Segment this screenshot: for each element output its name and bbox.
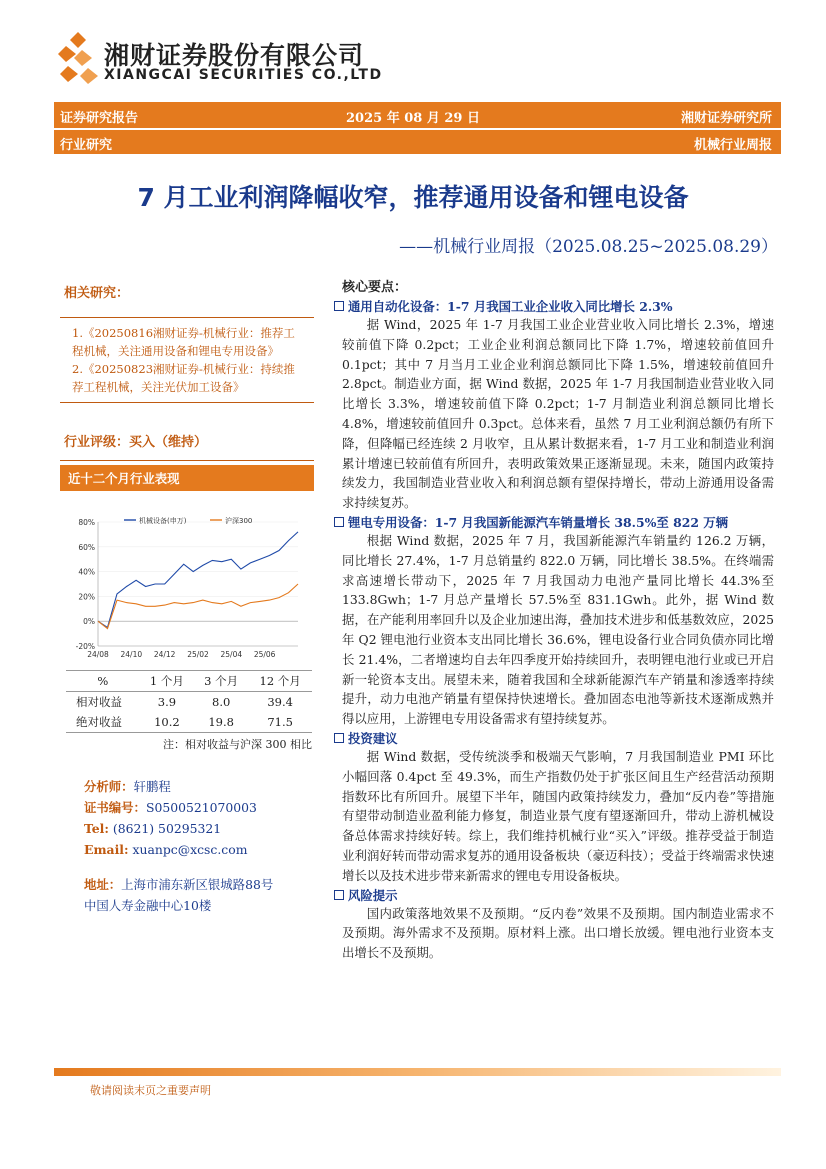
industry-rating: 行业评级：买入（维持）	[64, 435, 208, 450]
section-body: 根据 Wind 数据，2025 年 7 月，我国新能源汽车销量约 126.2 万辆，同比增长 27.4%，1-7 月总销量约 822.0 万辆，同比增长 38.5%。在终端需求高速增长带动下，2025 年 7 月我国动力电池产量同比增长 44.3%至 133.8Gwh；1-7 月总产量增长 57.5%至 831.1Gwh。此外，据 Wind 数据，在产能利用率回升以及企业加速出海，叠加技术进步和低基数效应，2025 年 Q2 锂电池行业资本支出同比增长 36.6%，锂电设备行业合同负债亦同比增长 21.4%，二者增速均自去年四季度开始持续回升，表明锂电池行业或已开启新一轮资本支出。展望未来，随着我国和全球新能源汽车产销量和渗透率持续提升，动力电池产销量有望保持快速增长。叠加固态电池等新技术逐渐成熟并得以应用，上游锂电专用设备需求有望持续复苏。	[342, 532, 774, 727]
x-tick-label: 25/06	[253, 650, 276, 659]
section-heading-investment	[334, 729, 774, 747]
y-tick-label: 80%	[78, 518, 95, 527]
section-heading-text: 风险提示	[348, 887, 398, 903]
analyst-line	[84, 776, 324, 797]
x-tick-label: 24/12	[153, 650, 176, 659]
chart-title-bar	[60, 465, 314, 491]
series-line	[98, 584, 298, 629]
section-heading-lithium-equipment	[334, 513, 774, 531]
y-tick-label: 60%	[78, 542, 95, 552]
section-body: 国内政策落地效果不及预期。“反内卷”效果不及预期。国内制造业需求不及预期。海外需求不及预期。原材料上涨。出口增长放缓。锂电池行业资本支出增长不及预期。	[342, 905, 774, 961]
y-tick-label: 20%	[78, 592, 95, 602]
perf-header-row	[66, 671, 312, 692]
address-line-1: 上海市浦东新区银城路88号	[121, 877, 274, 892]
report-date: 2025 年 08 月 29 日	[346, 111, 480, 126]
section-heading-general-equipment	[334, 297, 774, 315]
sidebar	[60, 282, 314, 491]
perf-note: 注：相对收益与沪深 300 相比	[163, 738, 312, 751]
y-tick-label: 0%	[83, 617, 95, 627]
x-tick-label: 25/04	[220, 650, 243, 659]
header-bar-bottom	[54, 130, 781, 154]
chart-title: 近十二个月行业表现	[68, 471, 180, 486]
main-content	[334, 276, 774, 963]
checkbox-square-icon	[334, 890, 344, 900]
checkbox-square-icon	[334, 517, 344, 527]
x-tick-label: 25/02	[187, 650, 209, 659]
cert-label: 证书编号：	[84, 800, 146, 815]
section-body: 据 Wind，2025 年 1-7 月我国工业企业营业收入同比增长 2.3%，增速较前值下降 0.2pct；工业企业利润总额同比下降 1.7%，增速较前值回升 0.1pct；其中 7 月当月工业企业利润总额同比下降 1.5%，增速较前值回升 2.8pct。制造业方面，据 Wind 数据，2025 年 1-7 月我国制造业营业收入同比增长 3.3%，增速较前值下降 0.2pct；1-7 月制造业利润总额同比增长 4.8%，增速较前值回升 0.3pct。总体来看，虽然 7 月工业利润总额仍有所下降，但降幅已经连续 2 月收窄，且从累计数据来看，1-7 月工业和制造业利润累计增速已较前值有所回升，表明政策效果正逐渐显现。未来，随国内政策持续发力，我国制造业营业收入和利润总额有望保持增长，带动上游通用设备需求持续复苏。	[342, 317, 774, 511]
cert-line	[84, 797, 324, 818]
perf-header-cell: %	[97, 674, 109, 688]
company-name-cn: 湘财证券股份有限公司	[104, 41, 365, 70]
series-line	[98, 532, 298, 628]
related-title: 相关研究：	[64, 286, 130, 301]
cert-number: S0500521070003	[145, 800, 257, 815]
perf-cell: 10.2	[154, 715, 180, 729]
perf-header-cell: 3 个月	[204, 674, 239, 688]
related-divider	[60, 402, 314, 403]
footer-disclaimer: 敬请阅读末页之重要声明	[90, 1084, 211, 1097]
perf-cell: 8.0	[212, 695, 231, 709]
legend-label: 机械设备(申万)	[139, 517, 187, 525]
analyst-label: 分析师：	[84, 779, 134, 794]
address-label: 地址：	[84, 877, 122, 892]
perf-cell: 71.5	[267, 715, 293, 729]
company-name-en: XIANGCAI SECURITIES CO.,LTD	[104, 67, 383, 83]
industry-performance-chart	[66, 514, 310, 666]
footer-stripe	[54, 1068, 781, 1076]
email-line	[84, 839, 324, 860]
page-subtitle: ——机械行业周报（2025.08.25~2025.08.29）	[399, 237, 778, 257]
perf-row	[66, 712, 312, 733]
email-address[interactable]: xuanpc@xcsc.com	[132, 842, 248, 857]
section-heading-text: 通用自动化设备：1-7 月我国工业企业收入同比增长 2.3%	[348, 299, 673, 314]
perf-row-label: 相对收益	[76, 695, 122, 709]
perf-row-label: 绝对收益	[76, 715, 122, 729]
y-tick-label: -20%	[75, 642, 95, 651]
checkbox-square-icon	[334, 733, 344, 743]
tel-label: Tel:	[84, 821, 109, 836]
performance-table	[66, 670, 312, 752]
x-tick-label: 24/10	[120, 650, 143, 659]
related-list	[60, 318, 314, 402]
perf-cell: 19.8	[208, 715, 234, 729]
perf-header-cell: 12 个月	[259, 674, 301, 688]
perf-row	[66, 692, 312, 713]
perf-cell: 39.4	[267, 695, 293, 709]
address-line	[84, 874, 324, 895]
analyst-name: 轩鹏程	[133, 779, 171, 794]
key-points-title: 核心要点：	[342, 280, 408, 295]
report-category: 行业研究	[60, 138, 113, 153]
section-heading-text: 锂电专用设备：1-7 月我国新能源汽车销量增长 38.5%至 822 万辆	[348, 514, 729, 530]
section-heading-text: 投资建议	[348, 730, 398, 746]
rating-divider	[60, 460, 314, 461]
related-item[interactable]: 1.《20250816湘财证券-机械行业：推荐工程机械，关注通用设备和锂电专用设备》	[72, 326, 295, 358]
company-logo	[58, 32, 100, 84]
page-title: 7 月工业利润降幅收窄，推荐通用设备和锂电设备	[137, 183, 689, 212]
tel-line	[84, 818, 324, 839]
email-label: Email:	[84, 842, 129, 857]
address-line-2: 中国人寿金融中心10楼	[84, 898, 212, 913]
tel-number: (8621) 50295321	[112, 821, 222, 836]
checkbox-square-icon	[334, 301, 344, 311]
legend-label: 沪深300	[225, 517, 253, 525]
related-item[interactable]: 2.《20250823湘财证券-机械行业：持续推荐工程机械，关注光伏加工设备》	[72, 362, 295, 394]
report-series: 机械行业周报	[693, 138, 772, 153]
section-body: 据 Wind 数据，受传统淡季和极端天气影响，7 月我国制造业 PMI 环比小幅回落 0.4pct 至 49.3%，而生产指数仍处于扩张区间且生产经营活动预期指数环比有所回升。展望下半年，随国内政策持续发力，叠加“反内卷”等措施有望带动制造业盈利能力修复，制造业景气度有望逐渐回升，带动上游机械设备总体需求持续好转。综上，我们维持机械行业“买入”评级。推荐受益于制造业利润好转而带动需求复苏的通用设备板块（豪迈科技）；受益于终端需求快速增长以及技术进步带来新需求的锂电专用设备板块。	[342, 748, 774, 883]
y-tick-label: 40%	[78, 567, 95, 577]
perf-header-cell: 1 个月	[149, 674, 184, 688]
section-heading-risk	[334, 886, 774, 904]
perf-cell: 3.9	[157, 695, 177, 709]
report-type: 证券研究报告	[60, 111, 139, 126]
x-tick-label: 24/08	[87, 650, 109, 659]
analyst-contact	[84, 776, 324, 916]
institute-name: 湘财证券研究所	[680, 111, 772, 126]
